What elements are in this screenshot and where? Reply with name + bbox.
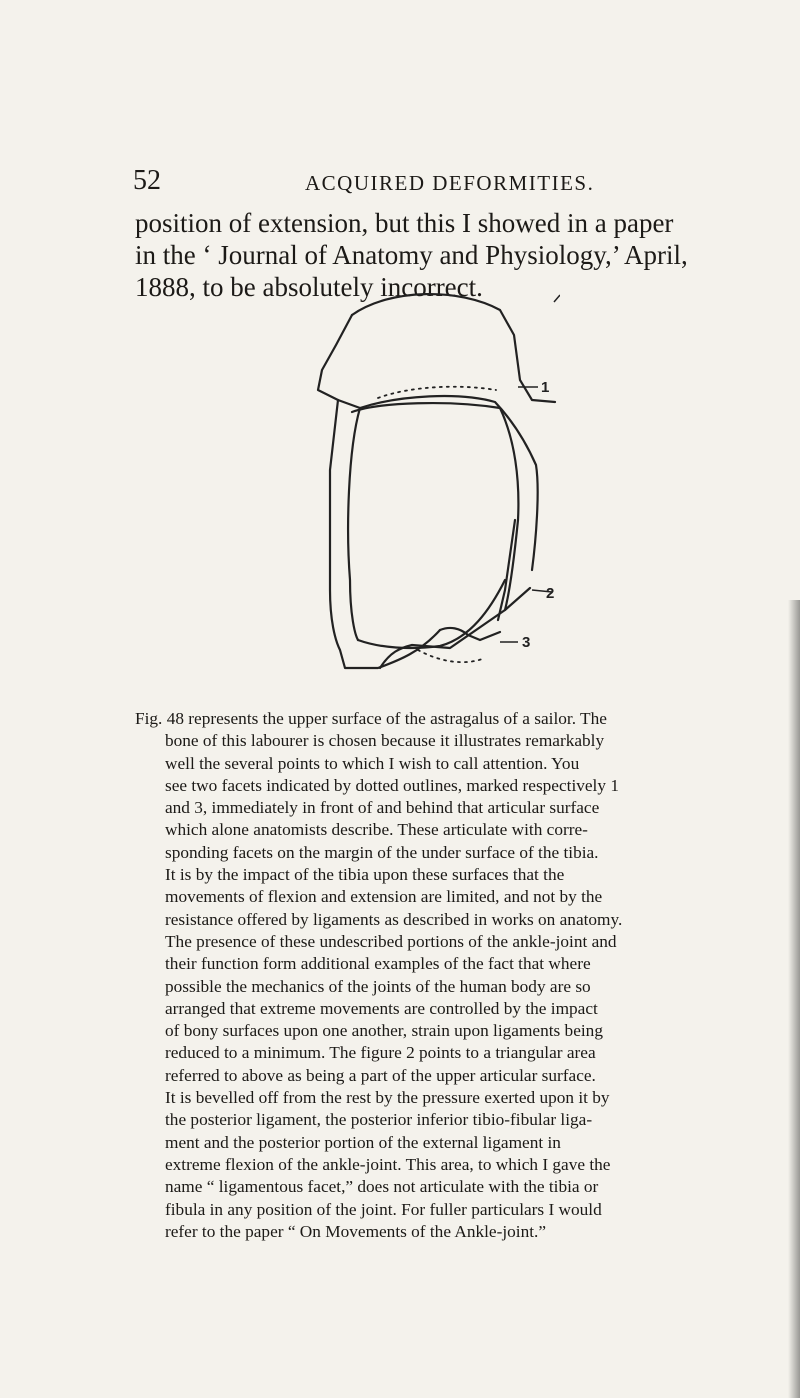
caption-line: which alone anatomists describe. These articulate with corre- [165,820,588,840]
lateral-edge [500,408,518,610]
caption-line: well the several points to which I wish to call attention. You [165,753,580,773]
figure-caption [135,708,675,1243]
caption-line: Fig. 48 represents the upper surface of the astragalus of a sailor. The [135,709,607,728]
intro-paragraph [135,207,688,303]
caption-line: and 3, immediately in front of and behind that articular surface [165,798,600,818]
caption-line: the posterior ligament, the posterior inferior tibio-fibular liga- [165,1110,593,1130]
trochlea-outline [330,400,440,668]
intro-line: in the ‘ Journal of Anatomy and Physiology,’ April, [135,240,688,270]
caption-line: It is bevelled off from the rest by the pressure exerted upon it by [165,1088,610,1108]
head-left-edge [318,315,360,408]
medial-edge [348,408,360,640]
caption-line: The presence of these undescribed portions of the ankle-joint and [165,931,617,951]
scan-edge-shadow [788,600,800,1398]
caption-line: refer to the paper “ On Movements of the Ankle-joint.” [165,1221,547,1241]
facet-3-dotted-outline [418,650,485,662]
running-head: ACQUIRED DEFORMITIES. [305,171,595,195]
caption-line: see two facets indicated by dotted outlines, marked respectively 1 [165,775,619,795]
caption-line: name “ ligamentous facet,” does not articulate with the tibia or [165,1177,599,1197]
tick-mark [554,295,560,302]
caption-line: sponding facets on the margin of the under surface of the tibia. [165,842,599,862]
label-2: 2 [546,585,555,602]
caption-line: extreme flexion of the ankle-joint. This area, to which I gave the [165,1154,611,1174]
page-number: 52 [133,165,161,196]
astragalus-figure [300,290,560,695]
caption-line: It is by the impact of the tibia upon these surfaces that the [165,865,565,885]
caption-line: movements of flexion and extension are limited, and not by the [165,887,603,907]
label-1: 1 [541,379,550,396]
caption-line: possible the mechanics of the joints of the human body are so [165,976,591,996]
caption-line: bone of this labourer is chosen because it illustrates remarkably [165,731,605,751]
caption-line: reduced to a minimum. The figure 2 points to a triangular area [165,1043,596,1063]
caption-line: arranged that extreme movements are controlled by the impact [165,998,598,1018]
head-outline [352,294,555,402]
caption-line: ment and the posterior portion of the external ligament in [165,1132,561,1152]
caption-line: of bony surfaces upon one another, strain upon ligaments being [165,1021,603,1041]
intro-line: position of extension, but this I showed in a paper [135,208,674,238]
intro-line: 1888, to be absolutely incorrect. [135,272,483,302]
caption-line: referred to above as being a part of the upper articular surface. [165,1065,596,1085]
caption-line: resistance offered by ligaments as described in works on anatomy. [165,909,623,929]
label-3: 3 [522,634,531,651]
caption-line: fibula in any position of the joint. For fuller particulars I would [165,1199,602,1219]
page-header [133,165,653,199]
caption-line: their function form additional examples of the fact that where [165,954,591,974]
astragalus-drawing [300,290,560,695]
